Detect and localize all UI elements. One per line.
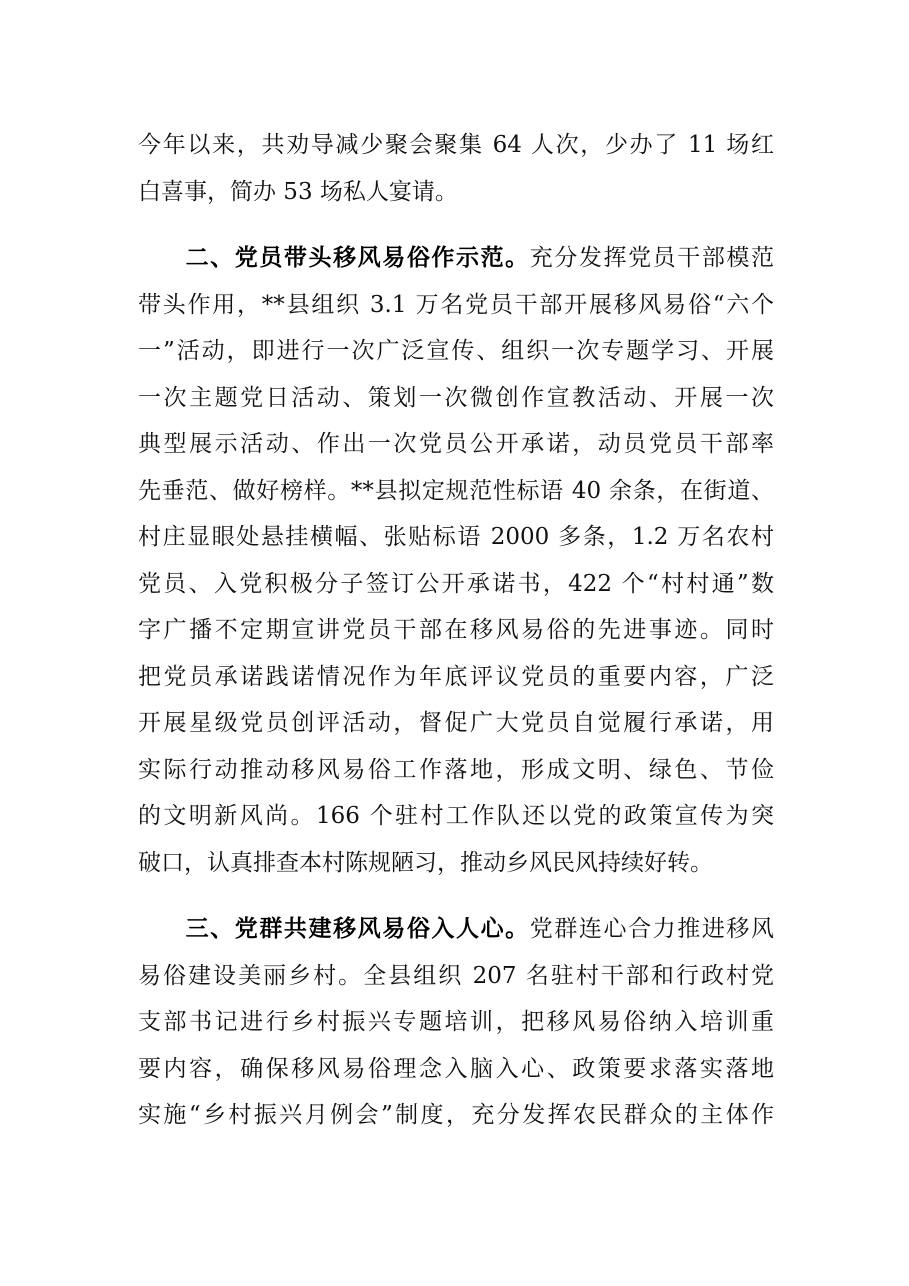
paragraph-2 [138,235,774,886]
paragraph-line: 要内容，确保移风易俗理念入脑入心、政策要求落实落地 [138,1055,774,1082]
paragraph-first-line [138,906,774,953]
paragraph-line: 典型展示活动、作出一次党员公开承诺，动员党员干部率 [138,431,774,457]
paragraph-line: 实施“乡村振兴月例会”制度，充分发挥农民群众的主体作 [138,1102,774,1128]
section-heading: 三、党群共建移风易俗入人心。 [184,915,530,942]
paragraph-line: 党员、入党积极分子签订公开承诺书，422 个“村村通”数 [138,570,774,597]
section-heading: 二、党员带头移风易俗作示范。 [184,244,530,271]
paragraph-line: 村庄显眼处悬挂横幅、张贴标语 2000 多条，1.2 万名农村 [138,524,774,550]
paragraph-line: 带头作用，**县组织 3.1 万名党员干部开展移风易俗“六个 [138,291,774,318]
document-page [138,122,774,1139]
paragraph-line: 把党员承诺践诺情况作为年底评议党员的重要内容，广泛 [138,663,774,690]
paragraph-3 [138,906,774,1139]
paragraph-text: 充分发挥党员干部模范 [529,245,775,271]
paragraph-first-line [138,235,774,282]
paragraph-line: 开展星级党员创评活动，督促广大党员自觉履行承诺，用 [138,710,774,736]
paragraph-line: 字广播不定期宣讲党员干部在移风易俗的先进事迹。同时 [138,617,774,643]
paragraph-line: 的文明新风尚。166 个驻村工作队还以党的政策宣传为突 [138,803,774,829]
paragraph-line: 实际行动推动移风易俗工作落地，形成文明、绿色、节俭 [138,756,774,783]
paragraph-line: 支部书记进行乡村振兴专题培训，把移风易俗纳入培训重 [138,1009,774,1035]
paragraph-text: 党群连心合力推进移风 [529,916,775,942]
paragraph-line: 一次主题党日活动、策划一次微创作宣教活动、开展一次 [138,384,774,411]
paragraph-line: 一”活动，即进行一次广泛宣传、组织一次专题学习、开展 [138,338,774,364]
paragraph-line: 破口，认真排查本村陈规陋习，推动乡风民风持续好转。 [138,849,713,876]
paragraph-1 [138,122,774,215]
paragraph-line: 易俗建设美丽乡村。全县组织 207 名驻村干部和行政村党 [138,962,774,989]
paragraph-line: 白喜事，简办 53 场私人宴请。 [138,178,458,205]
paragraph-line: 今年以来，共劝导减少聚会聚集 64 人次，少办了 11 场红 [138,132,774,158]
paragraph-line: 先垂范、做好榜样。**县拟定规范性标语 40 余条，在街道、 [138,477,774,504]
